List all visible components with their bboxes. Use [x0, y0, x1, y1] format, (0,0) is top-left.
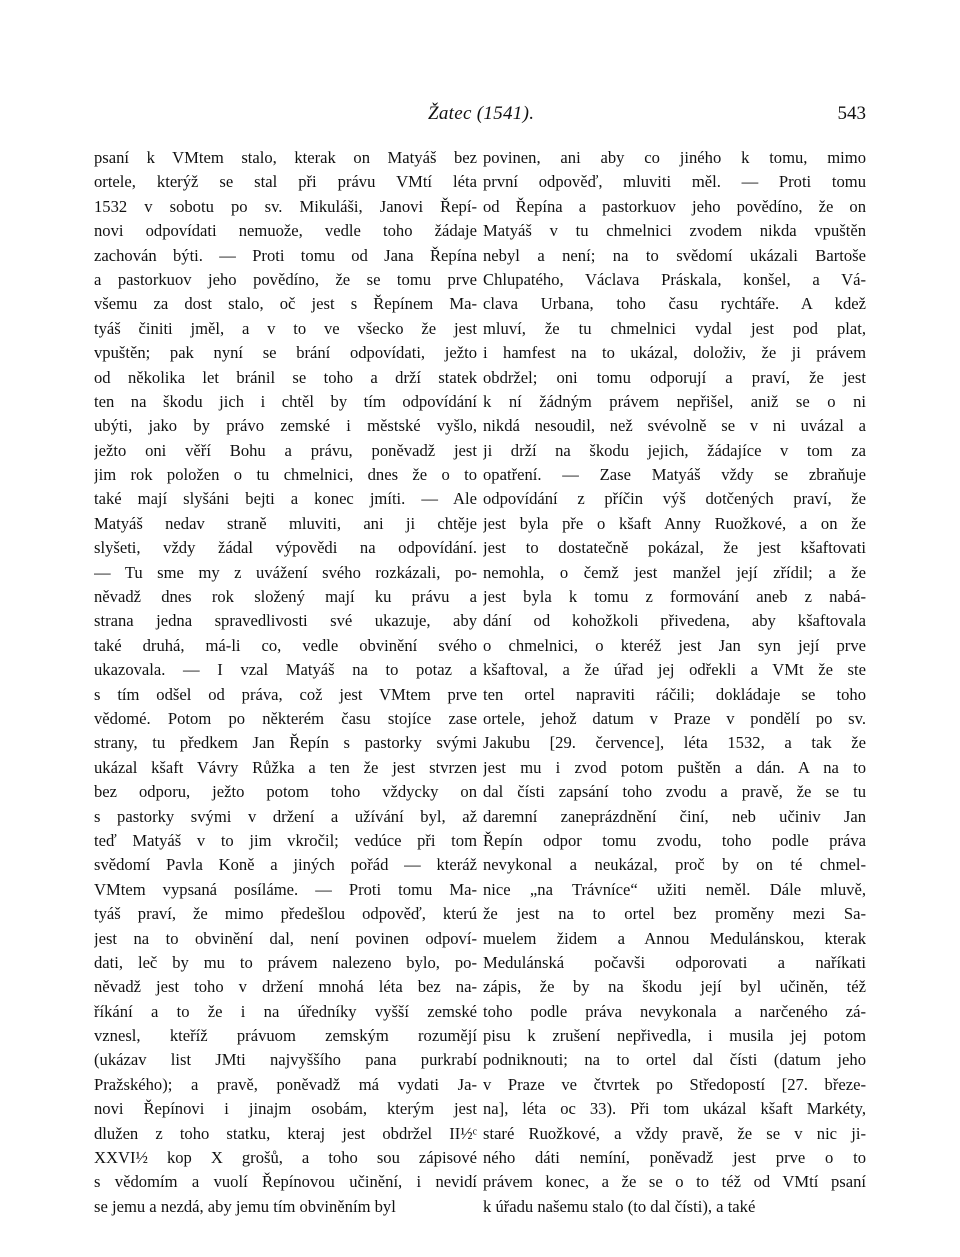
- text-line: [94, 439, 477, 463]
- text-line: [94, 219, 477, 243]
- text-line: [483, 536, 866, 560]
- text-line-content: se jemu a nezdá, aby jemu tím obviněním byl: [94, 1196, 396, 1216]
- text-line-content: toho podle práva nevykonala a narčeného zá-: [483, 1001, 866, 1021]
- text-line-content: staré Ruožkové, a vždy pravě, že se v nic ji-: [483, 1123, 866, 1143]
- text-line-content: jest na to obvinění dal, není povinen odpoví-: [94, 928, 477, 948]
- text-line: [94, 902, 477, 926]
- text-line: [94, 366, 477, 390]
- text-line-content: první odpověď, mluviti měl. — Proti tomu: [483, 172, 866, 192]
- text-line-content: vznesl, kteříž právuom zemským rozumějí: [94, 1026, 477, 1046]
- text-line: [94, 292, 477, 316]
- text-line: [94, 463, 477, 487]
- text-line-content: s vědomím a vuolí Řepínovou učinění, i nevidí: [94, 1172, 477, 1192]
- right-text-column: [483, 146, 866, 1219]
- text-line-content: slyšeti, vždy žádal výpovědi na odpovídání.: [94, 538, 477, 558]
- text-line: [94, 170, 477, 194]
- text-line: [94, 683, 477, 707]
- text-line-content: ten ortel napraviti ráčili; dokládaje se toho: [483, 684, 866, 704]
- text-line-content: obdržel; oni tomu odporují a praví, že jest: [483, 367, 866, 387]
- text-line-content: podniknouti; na to ortel dal čísti (datum jeho: [483, 1050, 866, 1070]
- text-line-content: také druhá, má-li co, vedle obvinění svého: [94, 635, 477, 655]
- text-line: [483, 244, 866, 268]
- text-line-content: odpovídání z příčin výš dotčených praví, že: [483, 489, 866, 509]
- text-line-content: bez odporu, ježto potom toho vždycky on: [94, 782, 477, 802]
- text-line-content: něvadž jest toho v držení mnohá léta bez na-: [94, 977, 477, 997]
- text-line: [94, 634, 477, 658]
- text-line-content: a pastorkuov jeho povědíno, že se tomu prve: [94, 269, 477, 289]
- text-line-content: na], léta oc 33). Při tom ukázal kšaft Markéty,: [483, 1099, 866, 1119]
- text-line: [94, 585, 477, 609]
- text-line-content: nebyl a není; na to svědomí ukázali Bartoše: [483, 245, 866, 265]
- text-line: [483, 512, 866, 536]
- text-line-content: ten na škodu jich i chtěl by tím odpovídání: [94, 391, 477, 411]
- text-line-content: (ukázav list JMti najvyššího pana purkrabí: [94, 1050, 477, 1070]
- text-line-content: nice „na Trávníce“ užiti neměl. Dále mluvě,: [483, 879, 866, 899]
- text-line: [94, 1073, 477, 1097]
- text-line: [94, 829, 477, 853]
- text-line: [94, 1170, 477, 1194]
- text-line-content: Chlupatého, Václava Práskala, konšel, a Vá-: [483, 269, 866, 289]
- text-line-content: ji drží na škodu jejich, žádajíce v tom za: [483, 440, 866, 460]
- text-line: [483, 341, 866, 365]
- text-line: [94, 1048, 477, 1072]
- text-line: [94, 1195, 477, 1219]
- text-line: [94, 951, 477, 975]
- text-line-content: VMtem vypsaná posíláme. — Proti tomu Ma-: [94, 879, 477, 899]
- text-line: [94, 707, 477, 731]
- text-line: [483, 634, 866, 658]
- text-line-content: ubýti, jako by právo zemské i městské vyšlo,: [94, 416, 477, 436]
- text-line-content: 1532 v sobotu po sv. Mikuláši, Janovi Řepí-: [94, 196, 477, 216]
- text-line-content: jest byla k tomu z formování aneb z nabá-: [483, 587, 866, 607]
- text-line-content: s pastorky svými v držení a užívání byl, až: [94, 806, 477, 826]
- text-line-content: všemu za dost stalo, oč jest s Řepínem Ma-: [94, 294, 477, 314]
- text-line: [483, 317, 866, 341]
- text-line: [94, 512, 477, 536]
- text-line-content: Matyáš v tu chmelnici zvodem nikda vpuštěn: [483, 221, 866, 241]
- text-line: [94, 1122, 477, 1146]
- text-line: [483, 780, 866, 804]
- text-line-content: Řepín odpor tomu zvodu, toho podle práva: [483, 830, 866, 850]
- text-line-content: Matyáš nedav straně mluviti, ani ji chtěje: [94, 513, 477, 533]
- text-line-content: říkání a to že i na úředníky vyšší zemské: [94, 1001, 477, 1021]
- text-line: [483, 1195, 866, 1219]
- text-line-content: ukazovala. — I vzal Matyáš na to potaz a: [94, 660, 477, 680]
- text-line: [94, 658, 477, 682]
- text-line-content: novi Řepínovi i jinajm osobám, kterým jest: [94, 1099, 477, 1119]
- text-line: [483, 1048, 866, 1072]
- text-line-content: právem konec, a že se o to též od VMtí psaní: [483, 1172, 866, 1192]
- text-line-content: jest to dostatečně pokázal, že jest kšaftovati: [483, 538, 866, 558]
- text-line: [94, 853, 477, 877]
- text-line: [483, 1073, 866, 1097]
- text-line: [94, 561, 477, 585]
- text-line: [483, 1024, 866, 1048]
- text-line-content: zápis, že by na škodu její byl učiněn, též: [483, 977, 866, 997]
- text-line: [483, 292, 866, 316]
- text-line: [483, 756, 866, 780]
- text-line-content: k úřadu našemu stalo (to dal čísti), a také: [483, 1196, 756, 1216]
- text-line: [483, 927, 866, 951]
- text-line: [94, 317, 477, 341]
- text-line-content: kšaftoval, a že úřad jej odřekli a VMt že ste: [483, 660, 866, 680]
- text-line: [483, 658, 866, 682]
- running-title: Žatec (1541).: [428, 103, 535, 124]
- text-line: [94, 780, 477, 804]
- text-line: [483, 414, 866, 438]
- text-line-content: něvadž dnes rok složený mají ku právu a: [94, 587, 477, 607]
- text-line-content: opatření. — Zase Matyáš vždy se zbraňuje: [483, 465, 866, 485]
- text-line-content: dlužen z toho statku, kteraj jest obdržel II½ᶜ: [94, 1123, 477, 1143]
- text-line-content: svědomí Pavla Koně a jiných pořád — kteráž: [94, 855, 477, 875]
- text-line-content: daremní zaneprázdnění činí, neb učiniv Jan: [483, 806, 866, 826]
- text-line: [483, 219, 866, 243]
- text-line-content: nikdá nesoudil, než svévolně se v ni uvázal a: [483, 416, 866, 436]
- text-line-content: strana jedna spravedlivosti své ukazuje, aby: [94, 611, 477, 631]
- text-line-content: zachován býti. — Proti tomu od Jana Řepína: [94, 245, 477, 265]
- text-line: [94, 536, 477, 560]
- text-line: [94, 1097, 477, 1121]
- text-line-content: ného dáti nemíní, poněvadž jest prve o to: [483, 1148, 866, 1168]
- text-line: [483, 487, 866, 511]
- text-line-content: o chmelnici, o kteréž jest Jan syn její prve: [483, 635, 866, 655]
- text-line: [483, 829, 866, 853]
- text-line: [483, 585, 866, 609]
- text-line: [94, 975, 477, 999]
- text-line: [483, 609, 866, 633]
- text-line-content: psaní k VMtem stalo, kterak on Matyáš bez: [94, 148, 477, 167]
- text-line: [483, 731, 866, 755]
- text-line: [483, 268, 866, 292]
- text-line: [483, 902, 866, 926]
- page-header: [0, 103, 960, 129]
- text-line: [94, 609, 477, 633]
- text-line: [483, 366, 866, 390]
- text-line-content: nevykonal a neukázal, proč by on té chmel-: [483, 855, 866, 875]
- text-line: [94, 390, 477, 414]
- text-line-content: ukázal kšaft Vávry Růžka a ten že jest stvrzen: [94, 757, 477, 777]
- text-line: [483, 561, 866, 585]
- text-line-content: i hamfest na to ukázal, doloživ, že ji právem: [483, 343, 866, 363]
- text-line: [94, 1000, 477, 1024]
- text-line-content: Medulánská počavši odporovati a naříkati: [483, 952, 866, 972]
- text-line-content: že jest na to ortel bez proměny mezi Sa-: [483, 904, 866, 924]
- text-line-content: XXVI½ kop X grošů, a toho sou zápisové: [94, 1148, 477, 1168]
- text-line: [483, 878, 866, 902]
- text-line-content: teď Matyáš v to jim vkročil; vedúce při tom: [94, 830, 477, 850]
- text-line: [94, 195, 477, 219]
- text-line: [483, 853, 866, 877]
- text-line: [483, 390, 866, 414]
- text-line: [483, 1097, 866, 1121]
- text-line-content: k ní žádným právem nepřišel, aniž se o ni: [483, 391, 866, 411]
- text-line-content: povinen, ani aby co jiného k tomu, mimo: [483, 148, 866, 167]
- text-line-content: pisu k zrušení nepřivedla, i musila jej potom: [483, 1026, 866, 1046]
- text-line: [94, 487, 477, 511]
- text-line: [483, 1170, 866, 1194]
- text-line-content: od několika let bránil se toho a drží statek: [94, 367, 477, 387]
- text-line: [483, 683, 866, 707]
- text-line-content: od Řepína a pastorkuov jeho povědíno, že on: [483, 196, 866, 216]
- text-line-content: jest byla pře o kšaft Anny Ruožkové, a on že: [483, 513, 866, 533]
- text-line: [94, 731, 477, 755]
- text-line-content: jim rok položen o tu chmelnici, dnes že o to: [94, 465, 477, 485]
- text-line-content: vpuštěn; pak nyní se brání odpovídati, ježto: [94, 343, 477, 363]
- text-line: [483, 975, 866, 999]
- text-line-content: tyáš činiti jměl, a v to ve všecko že jest: [94, 318, 477, 338]
- text-line: [483, 951, 866, 975]
- text-line-content: jest mu i zvod potom puštěn a dán. A na to: [483, 757, 866, 777]
- text-line-content: ježto oni věří Bohu a právu, poněvadž jest: [94, 440, 477, 460]
- text-line-content: dati, leč by mu to právem nalezeno bylo, po-: [94, 952, 477, 972]
- text-line-content: s tím odšel od práva, což jest VMtem prve: [94, 684, 477, 704]
- text-line: [94, 805, 477, 829]
- text-line-content: vědomé. Potom po některém času stojíce zase: [94, 708, 477, 728]
- text-line: [94, 414, 477, 438]
- text-line: [483, 195, 866, 219]
- text-line: [483, 805, 866, 829]
- text-line-content: ortele, kterýž se stal při právu VMtí léta: [94, 172, 477, 192]
- text-line-content: Pražského); a pravě, poněvadž má vydati Ja-: [94, 1074, 477, 1094]
- text-line: [94, 756, 477, 780]
- text-line-content: nemohla, o čemž jest manžel její zřídil; a že: [483, 562, 866, 582]
- text-line: [94, 146, 477, 170]
- text-line: [483, 1122, 866, 1146]
- left-text-column: [94, 146, 477, 1219]
- text-line: [94, 1024, 477, 1048]
- text-line: [483, 1000, 866, 1024]
- text-line: [483, 463, 866, 487]
- text-line-content: ortele, jehož datum v Praze v pondělí po sv.: [483, 708, 866, 728]
- text-line-content: muelem židem a Annou Medulánskou, kterak: [483, 928, 866, 948]
- text-line-content: dání od kohožkoli přivedena, aby kšaftovala: [483, 611, 866, 631]
- page-number: 543: [837, 103, 866, 124]
- text-line: [483, 170, 866, 194]
- text-line-content: clava Urbana, toho času rychtáře. A kdež: [483, 294, 866, 314]
- text-line-content: novi odpovídati nemuože, vedle toho žádaje: [94, 221, 477, 241]
- text-line-content: v Praze ve čtvrtek po Středopostí [27. březe-: [483, 1074, 866, 1094]
- text-line-content: strany, tu předkem Jan Řepín s pastorky svými: [94, 733, 477, 753]
- text-line: [94, 268, 477, 292]
- text-line: [483, 707, 866, 731]
- text-line-content: — Tu sme my z uvážení svého rozkázali, po-: [94, 562, 477, 582]
- text-line-content: dal čísti zapsání toho zvodu a pravě, že se tu: [483, 782, 866, 802]
- text-line: [94, 927, 477, 951]
- text-line: [483, 1146, 866, 1170]
- text-line: [483, 146, 866, 170]
- text-line-content: tyáš praví, že mimo předešlou odpověď, kterú: [94, 904, 477, 924]
- text-line-content: také mají slyšáni bejti a konec jmíti. — Ale: [94, 489, 477, 509]
- text-line: [94, 1146, 477, 1170]
- text-line-content: mluví, že tu chmelnici vydal jest pod plat,: [483, 318, 866, 338]
- text-line-content: Jakubu [29. července], léta 1532, a tak že: [483, 733, 866, 753]
- text-line: [94, 244, 477, 268]
- text-line: [94, 341, 477, 365]
- text-line: [483, 439, 866, 463]
- text-line: [94, 878, 477, 902]
